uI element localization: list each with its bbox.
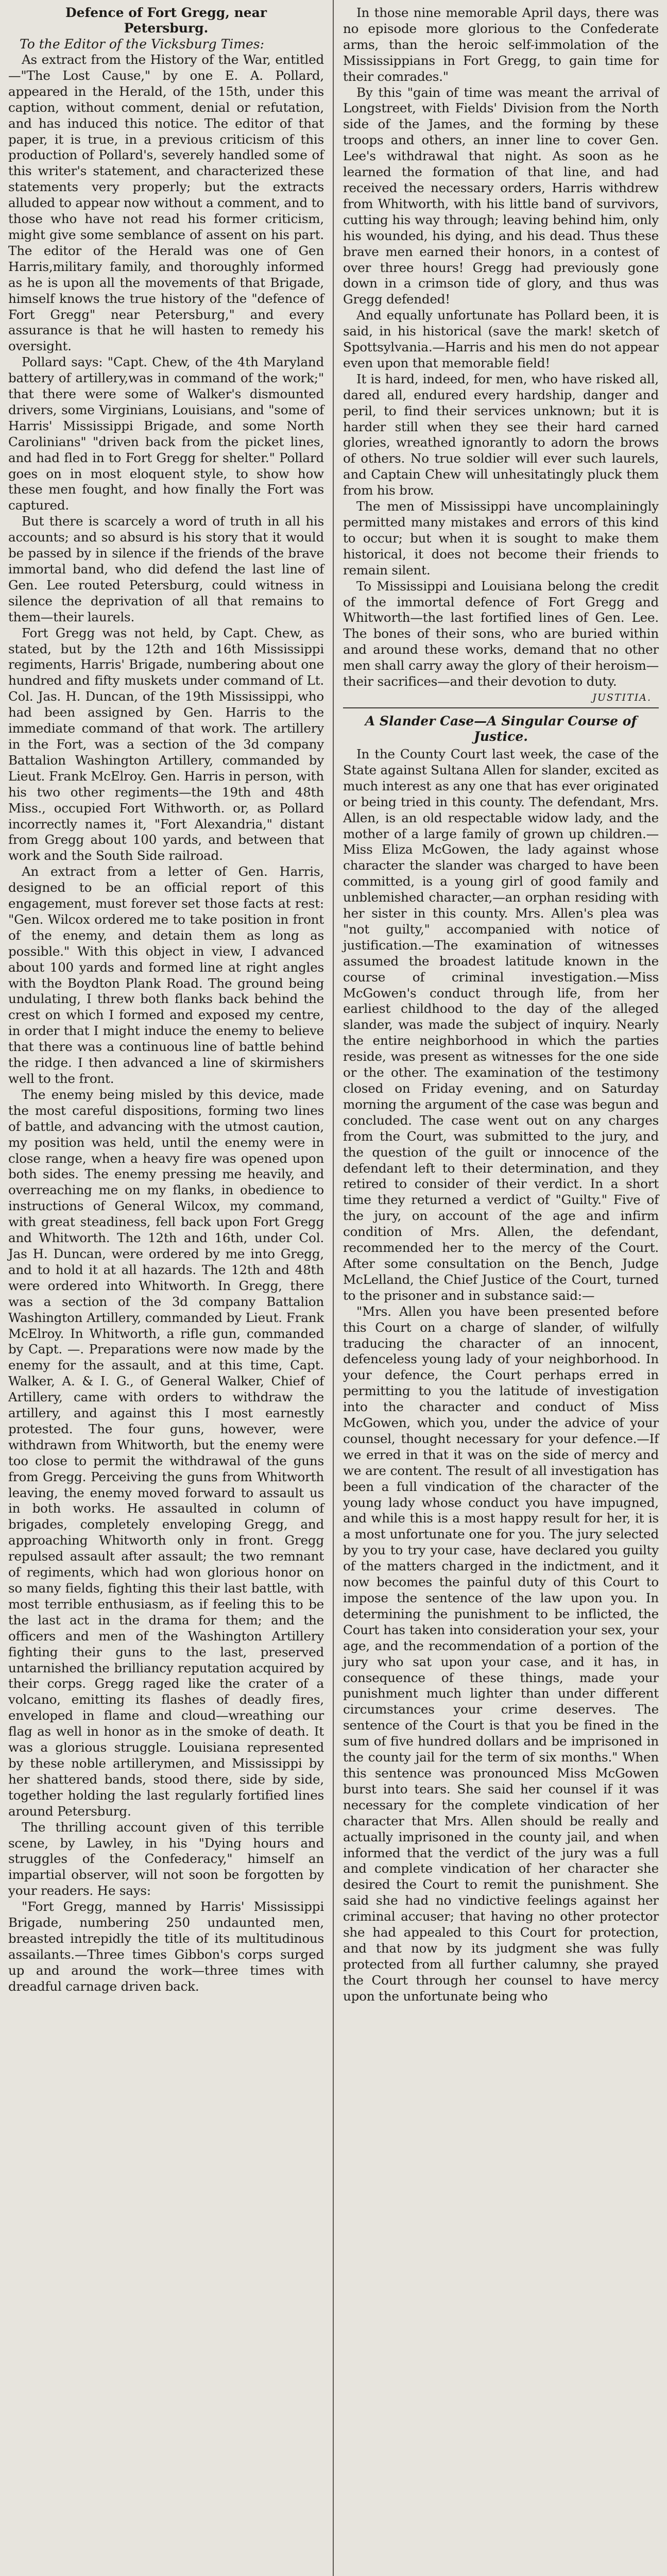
article-paragraph: The enemy being misled by this device, made the most careful dispositions, forming two lines of battle, and advancing with the utmost caution, my position was held, until the enemy were in close range, when a heavy fire was opened upon both sides. The enemy pressing me heavily, and overreaching me on my flanks, in obedience to instructions of General Wilcox, my command, with great steadiness, fell back upon Fort Gregg and Whitworth. The 12th and 16th, under Col. Jas H. Duncan, were ordered by me into Gregg, and to hold it at all hazards. The 12th and 48th were ordered into Whitworth. In Gregg, there was a section of the 3d company Battalion Washington Artillery, commanded by Lieut. Frank McElroy. In Whitworth, a rifle gun, commanded by Capt. —. Preparations were now made by the enemy for the assault, and at this time, Capt. Walker, A. & I. G., of General Walker, Chief of Artillery, came with orders to withdraw the artillery, and against this I most earnestly protested. The four guns, however, were withdrawn from Whitworth, but the enemy were too close to permit the withdrawal of the guns from Gregg. Perceiving the guns from Whitworth leaving, the enemy moved forward to assault us in both works. He assaulted in column of brigades, completely enveloping Gregg, and approaching Whitworth only in front. Gregg repulsed assault after assault; the two remnant of regiments, which had won glorious honor on so many fields, fighting this their last battle, with most terrible enthusiasm, as if feeling this to be the last act in the drama for them; and the officers and men of the Washington Artillery fighting their guns to the last, preserved untarnished the brilliancy reputation acquired by their corps. Gregg raged like the crater of a volcano, emitting its flashes of deadly fires, enveloped in flame and cloud—wreathing our flag as well in honor as in the smoke of death. It was a glorious struggle. Louisiana represented by these noble artillerymen, and Mississippi by her shattered bands, stood there, side by side, together holding the last regularly fortified lines around Petersburg. <box>8 1087 324 1819</box>
article-paragraph: "Fort Gregg, manned by Harris' Mississippi Brigade, numbering 250 undaunted men, breasted intrepidly the title of its multitudinous assailants.—Three times Gibbon's corps surged up and around the work—three times with dreadful carnage driven back. <box>8 1899 324 1994</box>
right-column <box>335 0 667 2576</box>
column-divider <box>333 0 334 2576</box>
article-paragraph: To Mississippi and Louisiana belong the credit of the immortal defence of Fort Gregg and Whitworth—the last fortified lines of Gen. Lee. The bones of their sons, who are buried within and around these works, demand that no other men shall carry away the glory of their heroism—their sacrifices—and their devotion to duty. <box>343 578 659 689</box>
article-paragraph: But there is scarcely a word of truth in all his accounts; and so absurd is his story that it would be passed by in silence if the friends of the brave immortal band, who did defend the last line of Gen. Lee routed Petersburg, could witness in silence the deprivation of all that remains to them—their laurels. <box>8 514 324 624</box>
article-headline-line-2: Petersburg. <box>124 21 209 36</box>
article-paragraph: Pollard says: "Capt. Chew, of the 4th Maryland battery of artillery,was in command of the work;" that there were some of Walker's dismounted drivers, some Virginians, Louisians, and "some of Harris' Mississippi Brigade, and some North Carolinians" "driven back from the picket lines, and had fled in to Fort Gregg for shelter." Pollard goes on in most eloquent style, to show how these men fought, and how finally the Fort was captured. <box>8 354 324 513</box>
editor-address: To the Editor of the Vicksburg Times: <box>20 37 265 52</box>
article-paragraph: It is hard, indeed, for men, who have risked all, dared all, endured every hardship, danger and peril, to find their services unknown; but it is harder still when they see their hard carned glories, wreathed ignorantly to adorn the brows of others. No true soldier will ever such laurels, and Captain Chew will unhesitatingly pluck them from his brow. <box>343 371 659 498</box>
left-column <box>0 0 332 2576</box>
article-paragraph: The thrilling account given of this terrible scene, by Lawley, in his "Dying hours and struggles of the Confederacy," himself an impartial observer, will not soon be forgotten by your readers. He says: <box>8 1819 324 1899</box>
article-headline-line-1: Defence of Fort Gregg, near <box>65 5 267 20</box>
article-paragraph: An extract from a letter of Gen. Harris, designed to be an official report of this engagement, must forever set those facts at rest: "Gen. Wilcox ordered me to take position in front of the enemy, and detain them as long as possible." With this object in view, I advanced about 100 yards and formed line at right angles with the Boydton Plank Road. The ground being undulating, I threw both flanks back behind the crest on which I formed and exposed my centre, in order that I might induce the enemy to believe that there was a continuous line of battle behind the ridge. I then advanced a line of skirmishers well to the front. <box>8 864 324 1086</box>
article-paragraph: As extract from the History of the War, entitled—"The Lost Cause," by one E. A. Pollard, appeared in the Herald, of the 15th, under this caption, without comment, denial or refutation, and has induced this notice. The editor of that paper, it is true, in a previous criticism of this production of Pollard's, severely handled some of this writer's statement, and characterized these statements very properly; but the extracts alluded to appear now without a comment, and to those who have not read his former criticism, might give some semblance of assent on his part. The editor of the Herald was one of Gen Harris,military family, and thoroughly informed as he is upon all the movements of that Brigade, himself knows the true history of the "defence of Fort Gregg" near Petersburg," and every assurance is that he will hasten to remedy his oversight. <box>8 52 324 354</box>
article-separator-rule <box>343 707 659 708</box>
article-paragraph: Fort Gregg was not held, by Capt. Chew, as stated, but by the 12th and 16th Mississippi regiments, Harris' Brigade, numbering about one hundred and fifty muskets under command of Lt. Col. Jas. H. Duncan, of the 19th Mississippi, who had been assigned by Gen. Harris to the immediate command of that work. The artillery in the Fort, was a section of the 3d company Battalion Washington Artillery, commanded by Lieut. Frank McElroy. Gen. Harris in person, with his two other regiments—the 19th and 48th Miss., occupied Fort Withworth. or, as Pollard incorrectly names it, "Fort Alexandria," distant from Gregg about 100 yards, and between that work and the South Side railroad. <box>8 625 324 863</box>
second-article-headline: A Slander Case—A Singular Course of Justice. <box>365 713 637 744</box>
article-paragraph: In those nine memorable April days, there was no episode more glorious to the Confederate arms, than the heroic self-immolation of the Mississippians in Fort Gregg, to gain time for their comrades." <box>343 5 659 84</box>
article-paragraph: The men of Mississippi have uncomplainingly permitted many mistakes and errors of this kind to occur; but when it is sought to make them historical, it does not become their friends to remain silent. <box>343 499 659 578</box>
article-paragraph: By this "gain of time was meant the arrival of Longstreet, with Fields' Division from the North side of the James, and the forming by these troops and others, an inner line to cover Gen. Lee's withdrawal that night. As soon as he learned the formation of that line, and had received the necessary orders, Harris withdrew from Whitworth, with his little band of survivors, cutting his way through; leaving behind him, only his wounded, his dying, and his dead. Thus these brave men earned their honors, in a contest of over three hours! Gregg had previously gone down in a crimson tide of glory, and thus was Gregg defended! <box>343 84 659 307</box>
article-paragraph: And equally unfortunate has Pollard been, it is said, in his historical (save the mark! sketch of Spottsylvania.—Harris and his men do not appear even upon that memorable field! <box>343 308 659 370</box>
author-signature: JUSTITIA. <box>592 691 652 703</box>
article-paragraph: In the County Court last week, the case of the State against Sultana Allen for slander, excited as much interest as any one that has ever originated or being tried in this county. The defendant, Mrs. Allen, is an old respectable widow lady, and the mother of a large family of grown up children.—Miss Eliza McGowen, the lady against whose character the slander was charged to have been committed, is a young girl of good family and unblemished character,—an orphan residing with her sister in this county. Mrs. Allen's plea was "not guilty," accompanied with notice of justification.—The examination of witnesses assumed the broadest latitude known in the course of criminal investigation.—Miss McGowen's conduct through life, from her earliest childhood to the day of the alleged slander, was made the subject of inquiry. Nearly the entire neighborhood in which the parties reside, was present as witnesses for the one side or the other. The examination of the testimony closed on Friday evening, and on Saturday morning the argument of the case was begun and concluded. The case went out on any charges from the Court, was submitted to the jury, and the question of the guilt or innocence of the defendant left to their determination, and they retired to consider of their verdict. In a short time they returned a verdict of "Guilty." Five of the jury, on account of the age and infirm condition of Mrs. Allen, the defendant, recommended her to the mercy of the Court. After some consultation on the Bench, Judge McLelland, the Chief Justice of the Court, turned to the prisoner and in substance said:— <box>343 746 659 1303</box>
article-paragraph: "Mrs. Allen you have been presented before this Court on a charge of slander, of wilfully traducing the character of an innocent, defenceless young lady of your neighborhood. In your defence, the Court perhaps erred in permitting to you the latitude of investigation into the character and conduct of Miss McGowen, which you, under the advice of your counsel, thought necessary for your defence.—If we erred in that it was on the side of mercy and we are content. The result of all investigation has been a full vindication of the character of the young lady whose conduct you have impugned, and while this is a most happy result for her, it is a most unfortunate one for you. The jury selected by you to try your case, have declared you guilty of the matters charged in the indictment, and it now becomes the painful duty of this Court to impose the sentence of the law upon you. In determining the punishment to be inflicted, the Court has taken into consideration your sex, your age, and the recommendation of a portion of the jury who sat upon your case, and it has, in consequence of these things, made your punishment much lighter than under different circumstances your crime deserves. The sentence of the Court is that you be fined in the sum of five hundred dollars and be imprisoned in the county jail for the term of six months." When this sentence was pronounced Miss McGowen burst into tears. She said her counsel if it was necessary for the complete vindication of her character that Mrs. Allen should be really and actually imprisoned in the county jail, and when informed that the verdict of the jury was a full and complete vindication of her character she desired the Court to remit the punishment. She said she had no vindictive feelings against her criminal accuser; that having no other protector she had appealed to this Court for protection, and that now by its judgment she was fully protected from all further calumny, she prayed the Court through her counsel to have mercy upon the unfortunate being who <box>343 1303 659 2004</box>
